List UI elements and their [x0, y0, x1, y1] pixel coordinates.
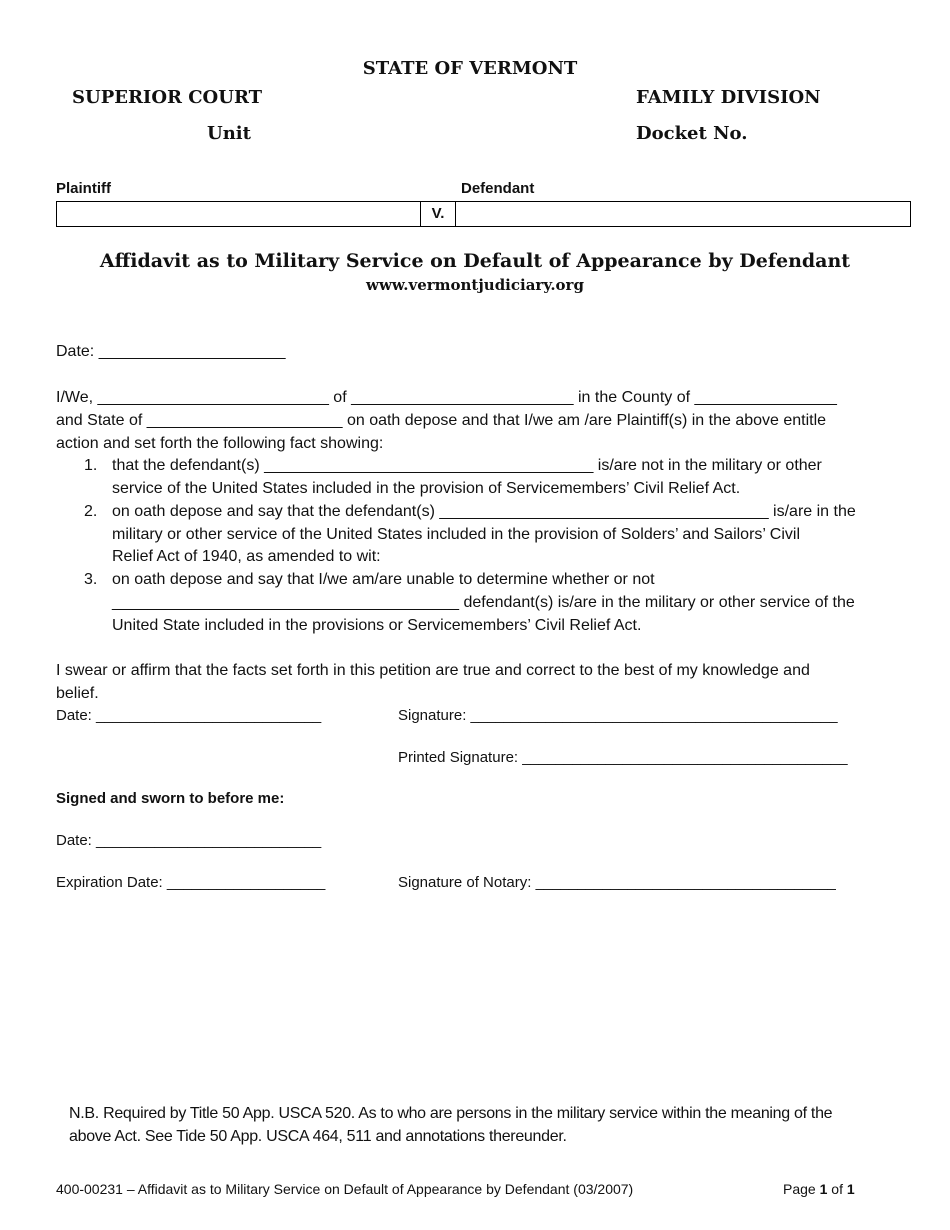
item-2-line-3: Relief Act of 1940, as amended to wit: — [112, 548, 381, 565]
sworn-heading: Signed and sworn to before me: — [56, 790, 285, 807]
page-mid: of — [827, 1181, 847, 1197]
page-prefix: Page — [783, 1181, 820, 1197]
defendant-field[interactable] — [456, 202, 910, 226]
action-line: action and set forth the following fact showing: — [56, 435, 384, 452]
case-caption-box — [56, 201, 911, 227]
division-name: FAMILY DIVISION — [636, 87, 821, 108]
date-line[interactable]: Date: _____________________ — [56, 343, 286, 360]
state-line[interactable]: and State of ______________________ on oath depose and that I/we am /are Plaintiff(s) in the above entitle — [56, 412, 827, 429]
item-number: 2. — [84, 503, 98, 520]
signature-date-field[interactable]: Date: ___________________________ — [56, 707, 322, 724]
state-title: STATE OF VERMONT — [362, 58, 578, 79]
form-url[interactable]: www.vermontjudiciary.org — [366, 276, 584, 294]
swear-line-1: I swear or affirm that the facts set forth in this petition are true and correct to the best of my knowledge and — [56, 662, 810, 679]
page-current: 1 — [819, 1181, 828, 1197]
versus-label: V. — [421, 202, 456, 226]
item-1-line-2: service of the United States included in the provision of Servicemembers’ Civil Relief Act. — [112, 480, 741, 497]
plaintiff-field[interactable] — [57, 202, 421, 226]
item-3-line-2[interactable]: _______________________________________ defendant(s) is/are in the military or other service of the — [112, 594, 855, 611]
form-title: Affidavit as to Military Service on Default of Appearance by Defendant — [99, 250, 851, 272]
page-number — [783, 1181, 855, 1197]
expiration-date-field[interactable]: Expiration Date: ___________________ — [56, 874, 326, 891]
swear-line-2: belief. — [56, 685, 99, 702]
notary-date-field[interactable]: Date: ___________________________ — [56, 832, 322, 849]
item-number: 3. — [84, 571, 98, 588]
signature-field[interactable]: Signature: ____________________________________________ — [398, 707, 838, 724]
item-1-line-1[interactable]: that the defendant(s) _____________________________________ is/are not in the military or other — [112, 457, 822, 474]
item-2-line-2: military or other service of the United States included in the provision of Solders’ and Sailors’ Civil — [112, 526, 801, 543]
item-3-line-3: United State included in the provisions or Servicemembers’ Civil Relief Act. — [112, 617, 642, 634]
footer-note: N.B. Required by Title 50 App. USCA 520. As to who are persons in the military service within the meaning of the above Act. See Tide 50 App. USCA 464, 511 and annotations thereunder. — [69, 1105, 833, 1145]
item-3-line-1: on oath depose and say that I/we am/are unable to determine whether or not — [112, 571, 655, 588]
item-number: 1. — [84, 457, 98, 474]
docket-label: Docket No. — [636, 123, 748, 144]
printed-signature-field[interactable]: Printed Signature: _______________________________________ — [398, 749, 848, 766]
defendant-label: Defendant — [461, 180, 535, 197]
form-code: 400-00231 – Affidavit as to Military Service on Default of Appearance by Defendant (03/2007) — [56, 1181, 634, 1197]
affiant-line[interactable]: I/We, __________________________ of _________________________ in the County of ________________ — [56, 389, 837, 406]
page-total: 1 — [846, 1181, 855, 1197]
plaintiff-label: Plaintiff — [56, 180, 111, 197]
item-2-line-1[interactable]: on oath depose and say that the defendant(s) _____________________________________ is/are in the — [112, 503, 856, 520]
unit-label: Unit — [207, 123, 251, 144]
court-name: SUPERIOR COURT — [72, 87, 262, 108]
notary-signature-field[interactable]: Signature of Notary: ____________________________________ — [398, 874, 836, 891]
